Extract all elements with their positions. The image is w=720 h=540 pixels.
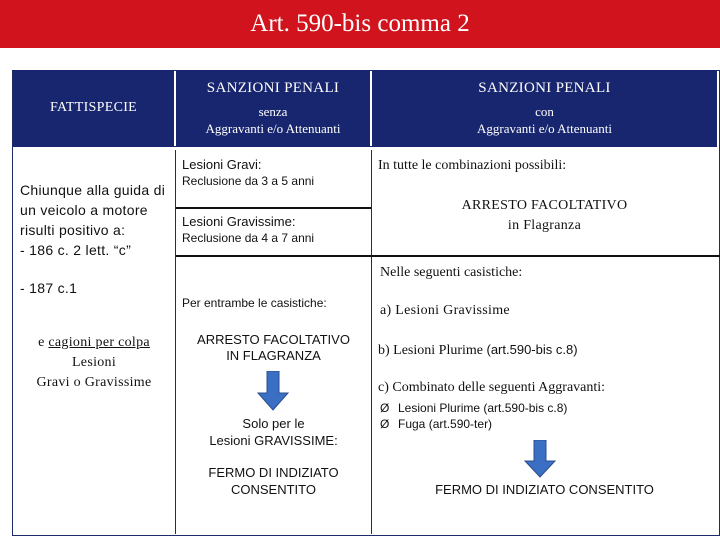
title-bar [0, 0, 720, 48]
col2-fermo-line1: FERMO DI INDIZIATO [208, 465, 339, 480]
bullet1-main: Lesioni Plurime [398, 401, 481, 415]
col3-arresto-line1: ARRESTO FACOLTATIVO [461, 198, 628, 213]
col3-arresto-line2: in Flagranza [507, 218, 582, 233]
header-sanzioni-senza [176, 70, 370, 146]
fattispecie-text [20, 180, 175, 260]
col2-fermo-line2: CONSENTITO [231, 482, 316, 497]
page-title: Art. 590-bis comma 2 [250, 10, 470, 37]
col2-solo [176, 415, 371, 449]
fattispecie-line: - 186 c. 2 lett. “c” [20, 242, 132, 258]
both-cases: Per entrambe le casistiche: [182, 296, 327, 310]
lesioni-line: Lesioni [71, 355, 117, 370]
gravissime-label: Lesioni Gravissime: [182, 214, 296, 229]
col2-arresto [176, 332, 371, 364]
gravissime-penalty: Reclusione da 4 a 7 anni [182, 231, 315, 245]
section-divider [176, 255, 720, 257]
fattispecie-187: - 187 c.1 [20, 280, 78, 296]
header-fattispecie [13, 70, 174, 146]
fattispecie-line: un veicolo a motore [20, 202, 148, 218]
col2-fermo [176, 464, 371, 498]
arrow-down-icon [523, 440, 557, 478]
arrow-down-icon [256, 371, 290, 411]
col2-solo-line1: Solo per le [242, 416, 305, 431]
bullet2-ref: (art.590-ter) [428, 417, 493, 431]
case-b-main: b) Lesioni Plurime [378, 343, 483, 358]
header-sanzioni-con [372, 70, 717, 146]
col2-arresto-line2: IN FLAGRANZA [226, 348, 321, 363]
case-b [378, 342, 718, 359]
case-b-ref: (art.590-bis c.8) [486, 342, 578, 357]
gravi-divider [176, 207, 371, 209]
gravi-block [182, 156, 370, 190]
header-col2-line1: senza [258, 103, 288, 119]
header-fattispecie-label: FATTISPECIE [49, 100, 138, 115]
header-col2-title: SANZIONI PENALI [206, 79, 340, 96]
cagioni-line [13, 333, 175, 353]
gravi-penalty: Reclusione da 3 a 5 anni [182, 174, 315, 188]
col3-arresto [372, 196, 717, 236]
list-item [380, 400, 710, 416]
header-col2-subtitle [205, 103, 340, 137]
fattispecie-cagioni [13, 333, 175, 393]
header-col3-title: SANZIONI PENALI [478, 79, 611, 96]
following-cases: Nelle seguenti casistiche: [380, 265, 523, 280]
cagioni-prefix: e [38, 335, 45, 350]
col2-arresto-line1: ARRESTO FACOLTATIVO [197, 332, 350, 347]
aggravanti-list [380, 400, 710, 432]
list-item [380, 416, 710, 432]
header-col3-subtitle [477, 103, 612, 137]
all-combos: In tutte le combinazioni possibili: [378, 158, 567, 173]
header-divider [13, 146, 717, 151]
header-col3-line1: con [535, 103, 554, 119]
cagioni-underlined: cagioni per colpa [48, 335, 150, 350]
gravi-label: Lesioni Gravi: [182, 157, 262, 172]
col2-solo-line2: Lesioni GRAVISSIME: [209, 433, 338, 448]
bullet-marker: Ø [380, 401, 390, 415]
header-col3-line2: Aggravanti e/o Attenuanti [476, 120, 613, 136]
case-a: a) Lesioni Gravissime [380, 303, 510, 318]
bullet2-main: Fuga [398, 417, 426, 431]
fattispecie-line: risulti positivo a: [20, 222, 126, 238]
case-c: c) Combinato delle seguenti Aggravanti: [378, 380, 606, 395]
bullet-marker: Ø [380, 417, 390, 431]
gravi-gravissime-line: Gravi o Gravissime [36, 375, 152, 390]
header-col2-line2: Aggravanti e/o Attenuanti [205, 120, 341, 136]
col3-fermo: FERMO DI INDIZIATO CONSENTITO [435, 482, 654, 497]
bullet1-ref: (art.590-bis c.8) [483, 401, 568, 415]
gravissime-block [182, 213, 370, 247]
fattispecie-line: Chiunque alla guida di [20, 182, 166, 198]
